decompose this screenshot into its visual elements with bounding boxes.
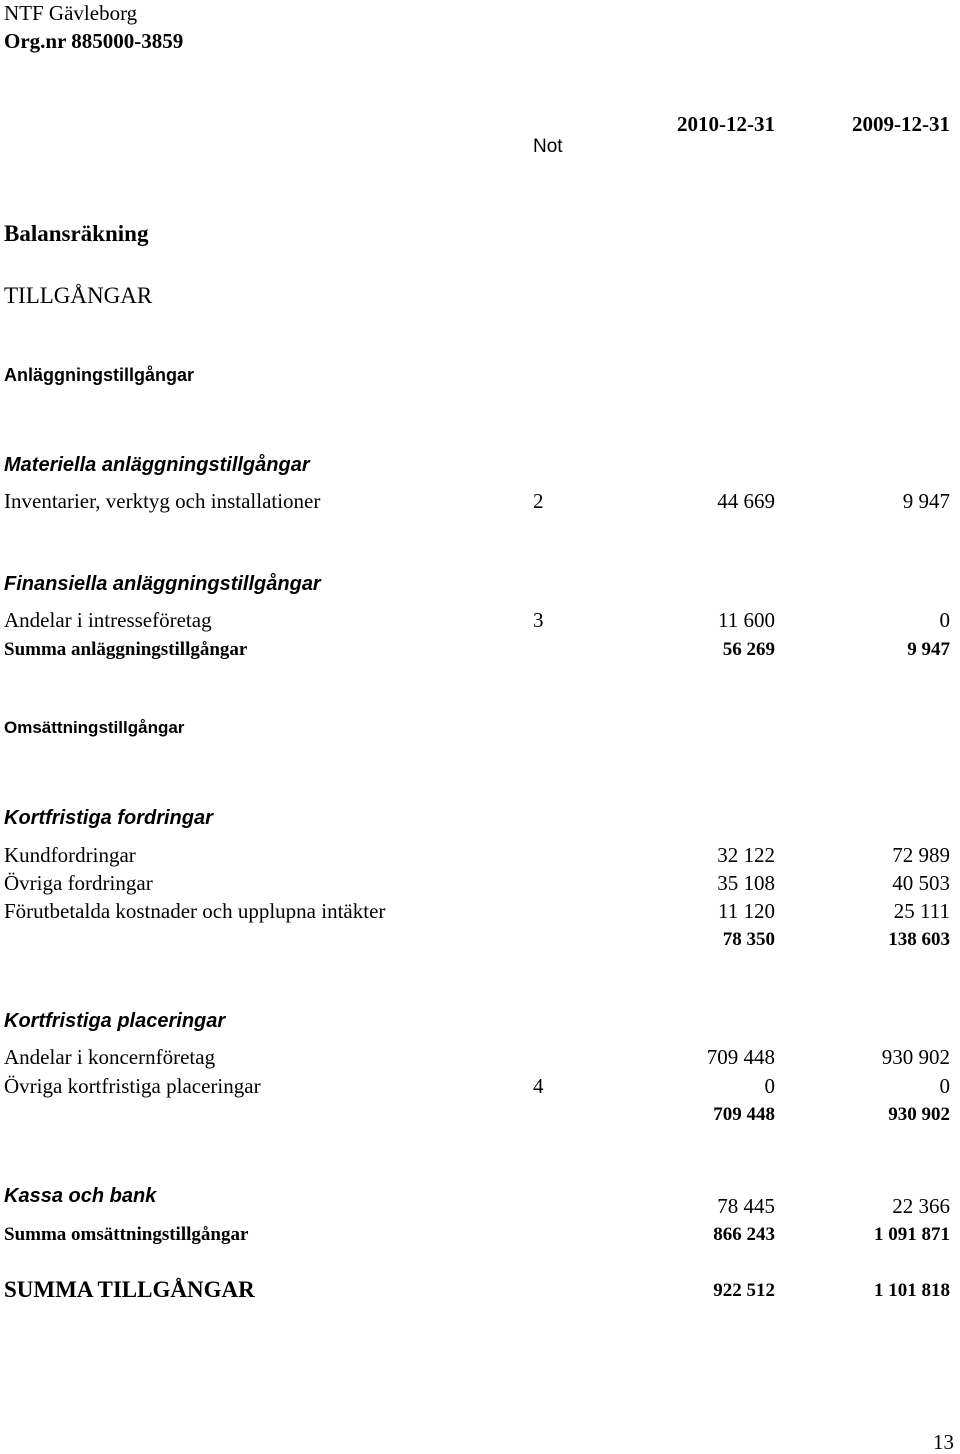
total-assets-label: SUMMA TILLGÅNGAR (4, 1277, 255, 1302)
tangible-assets-heading: Materiella anläggningstillgångar (4, 454, 310, 476)
total-assets-2009: 1 101 818 (874, 1280, 950, 1301)
other-investments-label: Övriga kortfristiga placeringar (4, 1074, 261, 1098)
receivables-heading: Kortfristiga fordringar (4, 807, 213, 829)
statement-title: Balansräkning (4, 221, 149, 246)
total-assets-2010: 922 512 (713, 1280, 775, 1301)
trade-receivables-2009: 72 989 (892, 843, 950, 867)
receivables-subtotal-2010: 78 350 (722, 929, 775, 950)
other-investments-2009: 0 (939, 1074, 950, 1098)
other-receivables-label: Övriga fordringar (4, 871, 153, 895)
current-assets-total-2009: 1 091 871 (874, 1224, 950, 1245)
prepaid-expenses-2009: 25 111 (893, 899, 950, 923)
organization-name: NTF Gävleborg (4, 1, 138, 25)
associates-note: 3 (533, 608, 544, 632)
fixed-assets-title: Anläggningstillgångar (4, 365, 195, 385)
group-shares-2010: 709 448 (706, 1045, 775, 1069)
associates-value-2010: 11 600 (718, 608, 775, 632)
receivables-subtotal-2009: 138 603 (888, 929, 950, 950)
fixed-assets-total-label: Summa anläggningstillgångar (4, 639, 248, 660)
year-2010-header: 2010-12-31 (677, 112, 775, 136)
current-assets-title: Omsättningstillgångar (4, 718, 185, 737)
org-number: Org.nr 885000-3859 (4, 29, 184, 53)
trade-receivables-label: Kundfordringar (4, 843, 136, 867)
year-2009-header: 2009-12-31 (852, 112, 950, 136)
cash-2009: 22 366 (892, 1194, 950, 1218)
group-shares-label: Andelar i koncernföretag (4, 1045, 216, 1069)
other-receivables-2010: 35 108 (717, 871, 775, 895)
inventory-value-2010: 44 669 (717, 489, 775, 513)
other-investments-note: 4 (533, 1074, 544, 1098)
assets-title: TILLGÅNGAR (4, 283, 153, 308)
prepaid-expenses-label: Förutbetalda kostnader och upplupna intäkter (4, 899, 386, 923)
investments-subtotal-2009: 930 902 (888, 1104, 950, 1125)
trade-receivables-2010: 32 122 (717, 843, 775, 867)
investments-heading: Kortfristiga placeringar (4, 1010, 226, 1032)
inventory-value-2009: 9 947 (902, 489, 950, 513)
page-number: 13 (933, 1430, 954, 1454)
fixed-assets-total-2010: 56 269 (722, 639, 775, 660)
current-assets-total-2010: 866 243 (713, 1224, 775, 1245)
inventory-label: Inventarier, verktyg och installationer (4, 489, 321, 513)
prepaid-expenses-2010: 11 120 (718, 899, 775, 923)
inventory-note: 2 (533, 489, 544, 513)
other-investments-2010: 0 (764, 1074, 775, 1098)
current-assets-total-label: Summa omsättningstillgångar (4, 1224, 249, 1245)
financial-assets-heading: Finansiella anläggningstillgångar (4, 573, 321, 595)
note-column-header: Not (533, 136, 563, 157)
cash-2010: 78 445 (717, 1194, 775, 1218)
fixed-assets-total-2009: 9 947 (907, 639, 950, 660)
other-receivables-2009: 40 503 (892, 871, 950, 895)
associates-label: Andelar i intresseföretag (4, 608, 212, 632)
cash-heading: Kassa och bank (4, 1185, 157, 1207)
investments-subtotal-2010: 709 448 (713, 1104, 775, 1125)
associates-value-2009: 0 (939, 608, 950, 632)
group-shares-2009: 930 902 (881, 1045, 950, 1069)
